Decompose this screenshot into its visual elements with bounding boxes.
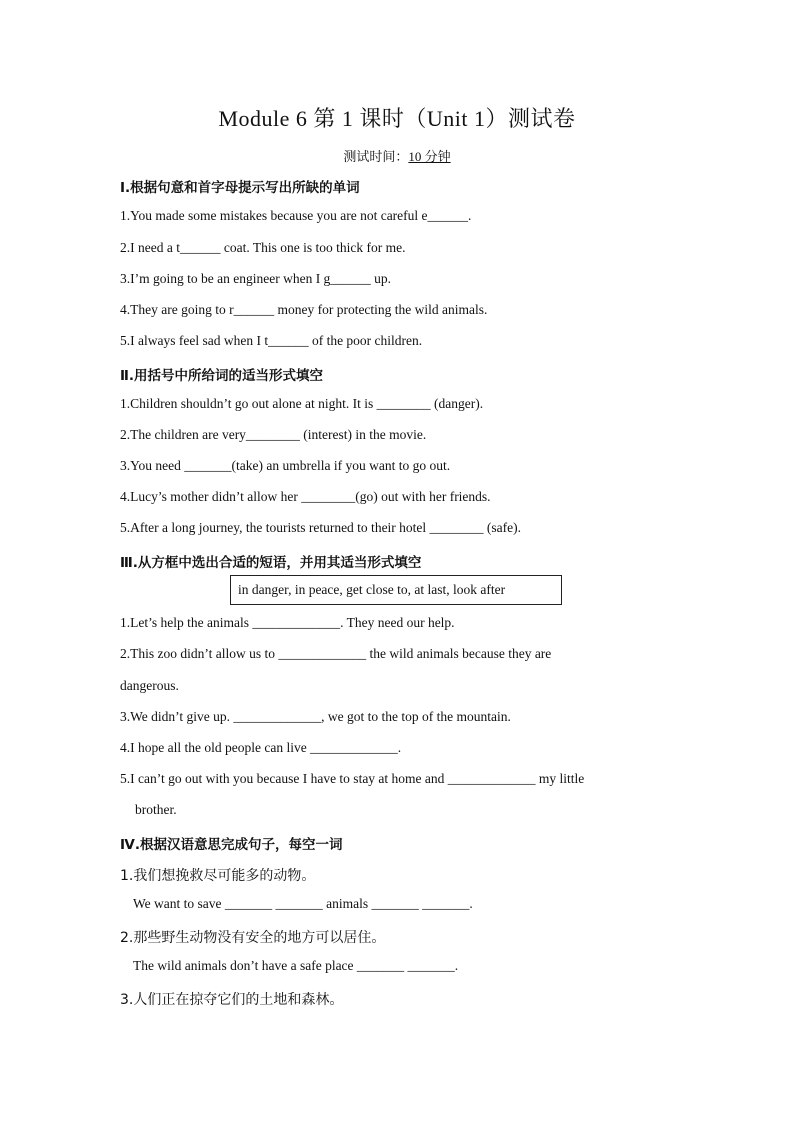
s3-question-3: 3.We didn’t give up. _____________, we got to the top of the mountain. [120,709,511,724]
s3-question-4: 4.I hope all the old people can live _____________. [120,740,402,755]
test-time [0,146,794,165]
s4-question-3: 3.人们正在掠夺它们的土地和森林。 [120,992,344,1008]
test-time-value: 10 分钟 [408,149,451,164]
s1-question-5: 5.I always feel sad when I t______ of the poor children. [120,333,423,348]
s1-question-2: 2.I need a t______ coat. This one is too thick for me. [120,240,406,255]
s4-question-2: 2.那些野生动物没有安全的地方可以居住。 [120,930,386,946]
s1-question-4: 4.They are going to r______ money for protecting the wild animals. [120,302,488,317]
s3-question-2-continued: dangerous. [120,678,179,693]
page-title: Module 6 第 1 课时（Unit 1）测试卷 [218,106,576,131]
s2-question-2: 2.The children are very________ (interest) in the movie. [120,427,427,442]
s2-question-5: 5.After a long journey, the tourists returned to their hotel ________ (safe). [120,520,522,535]
s3-question-1: 1.Let’s help the animals _____________. They need our help. [120,615,455,630]
test-time-label: 测试时间： [343,149,409,164]
s3-question-5: 5.I can’t go out with you because I have to stay at home and _____________ my little [120,771,585,786]
s3-question-5-continued: brother. [135,802,177,817]
s2-question-1: 1.Children shouldn’t go out alone at night. It is ________ (danger). [120,396,484,411]
s1-question-3: 3.I’m going to be an engineer when I g______ up. [120,271,392,286]
section-2-heading: Ⅱ.用括号中所给词的适当形式填空 [120,368,324,384]
s4-question-1: 1.我们想挽救尽可能多的动物。 [120,868,316,884]
s1-question-1: 1.You made some mistakes because you are not careful e______. [120,208,472,223]
section-3-heading: Ⅲ.从方框中选出合适的短语，并用其适当形式填空 [120,555,422,571]
s2-question-3: 3.You need _______(take) an umbrella if you want to go out. [120,458,451,473]
s3-question-2: 2.This zoo didn’t allow us to _____________ the wild animals because they are [120,646,552,661]
s4-question-2-answer: The wild animals don’t have a safe place _______ _______. [133,958,459,973]
section-4-heading: Ⅳ.根据汉语意思完成句子，每空一词 [120,837,343,853]
section-1-heading: Ⅰ.根据句意和首字母提示写出所缺的单词 [120,180,360,196]
s2-question-4: 4.Lucy’s mother didn’t allow her ________(go) out with her friends. [120,489,491,504]
s4-question-1-answer: We want to save _______ _______ animals _______ _______. [133,896,473,911]
phrase-box: in danger, in peace, get close to, at last, look after [230,575,562,605]
